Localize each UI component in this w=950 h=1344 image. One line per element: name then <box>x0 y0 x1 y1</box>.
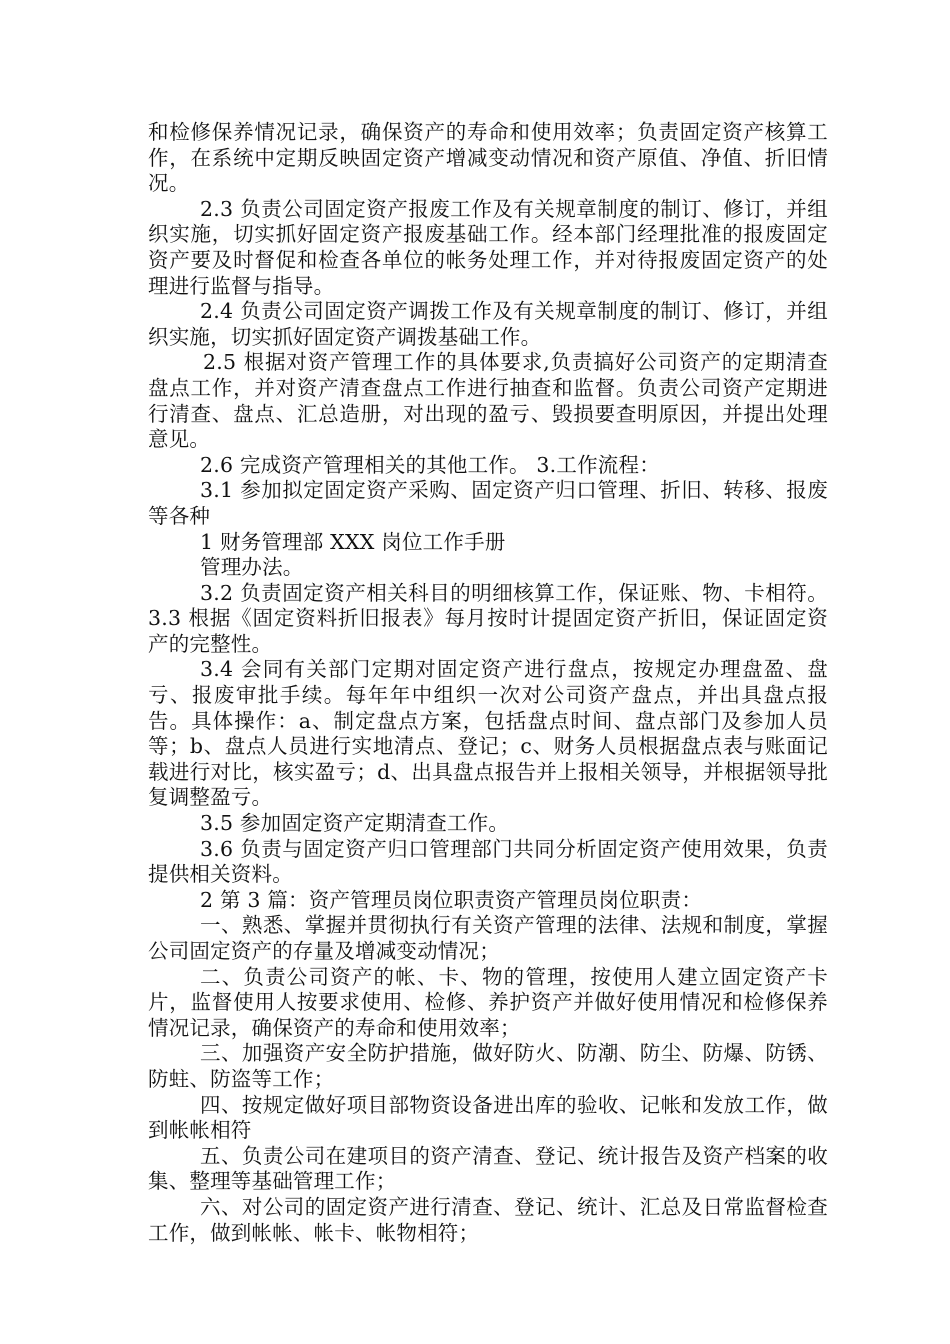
paragraph: 3.1 参加拟定固定资产采购、固定资产归口管理、折旧、转移、报废等各种 <box>148 478 828 528</box>
paragraph: 二、负责公司资产的帐、卡、物的管理，按使用人建立固定资产卡片，监督使用人按要求使用、检修、养护资产并做好使用情况和检修保养情况记录，确保资产的寿命和使用效率； <box>148 964 828 1040</box>
paragraph: 管理办法。 <box>200 555 304 580</box>
paragraph: 3.5 参加固定资产定期清查工作。 <box>200 811 510 836</box>
paragraph: 五、负责公司在建项目的资产清查、登记、统计报告及资产档案的收集、整理等基础管理工作； <box>148 1143 828 1194</box>
paragraph: 三、加强资产安全防护措施，做好防火、防潮、防尘、防爆、防锈、防蛀、防盗等工作； <box>148 1041 828 1091</box>
paragraph: 3.6 负责与固定资产归口管理部门共同分析固定资产使用效果，负责提供相关资料。 <box>148 836 828 887</box>
paragraph: 和检修保养情况记录，确保资产的寿命和使用效率；负责固定资产核算工作，在系统中定期反映固定资产增减变动情况和资产原值、净值、折旧情况。 <box>148 120 828 196</box>
document-body <box>148 120 828 1246</box>
paragraph: 3.2 负责固定资产相关科目的明细核算工作，保证账、物、卡相符。 3.3 根据《固定资料折旧报表》每月按时计提固定资产折旧，保证固定资产的完整性。 <box>148 580 828 656</box>
paragraph: 2.4 负责公司固定资产调拨工作及有关规章制度的制订、修订，并组织实施，切实抓好固定资产调拨基础工作。 <box>148 299 828 349</box>
paragraph: 四、按规定做好项目部物资设备进出库的验收、记帐和发放工作，做到帐帐相符 <box>148 1092 828 1143</box>
paragraph: 一、熟悉、掌握并贯彻执行有关资产管理的法律、法规和制度，掌握公司固定资产的存量及增减变动情况； <box>148 913 828 963</box>
paragraph: 2.3 负责公司固定资产报废工作及有关规章制度的制订、修订，并组织实施，切实抓好固定资产报废基础工作。经本部门经理批准的报废固定资产要及时督促和检查各单位的帐务处理工作，并对待报废固定资产的处理进行监督与指导。 <box>148 196 828 298</box>
section-heading: 2 第 3 篇：资产管理员岗位职责资产管理员岗位职责： <box>200 887 703 912</box>
running-footer: 1 财务管理部 XXX 岗位工作手册 <box>200 529 506 554</box>
paragraph: 六、对公司的固定资产进行清查、登记、统计、汇总及日常监督检查工作，做到帐帐、帐卡、帐物相符； <box>148 1194 828 1245</box>
paragraph: 3.4 会同有关部门定期对固定资产进行盘点，按规定办理盘盈、盘亏、报废审批手续。每年年中组织一次对公司资产盘点，并出具盘点报告。具体操作：a、制定盘点方案，包括盘点时间、盘点部门及参加人员等；b、盘点人员进行实地清点、登记；c、财务人员根据盘点表与账面记载进行对比，核实盈亏；d、出具盘点报告并上报相关领导，并根据领导批复调整盈亏。 <box>148 657 828 810</box>
paragraph: 2.6 完成资产管理相关的其他工作。 3.工作流程： <box>200 452 660 477</box>
paragraph: 2.5 根据对资产管理工作的具体要求,负责搞好公司资产的定期清查盘点工作，并对资产清查盘点工作进行抽查和监督。负责公司资产定期进行清查、盘点、汇总造册，对出现的盈亏、毁损要查明原因，并提出处理意见。 <box>148 350 828 452</box>
